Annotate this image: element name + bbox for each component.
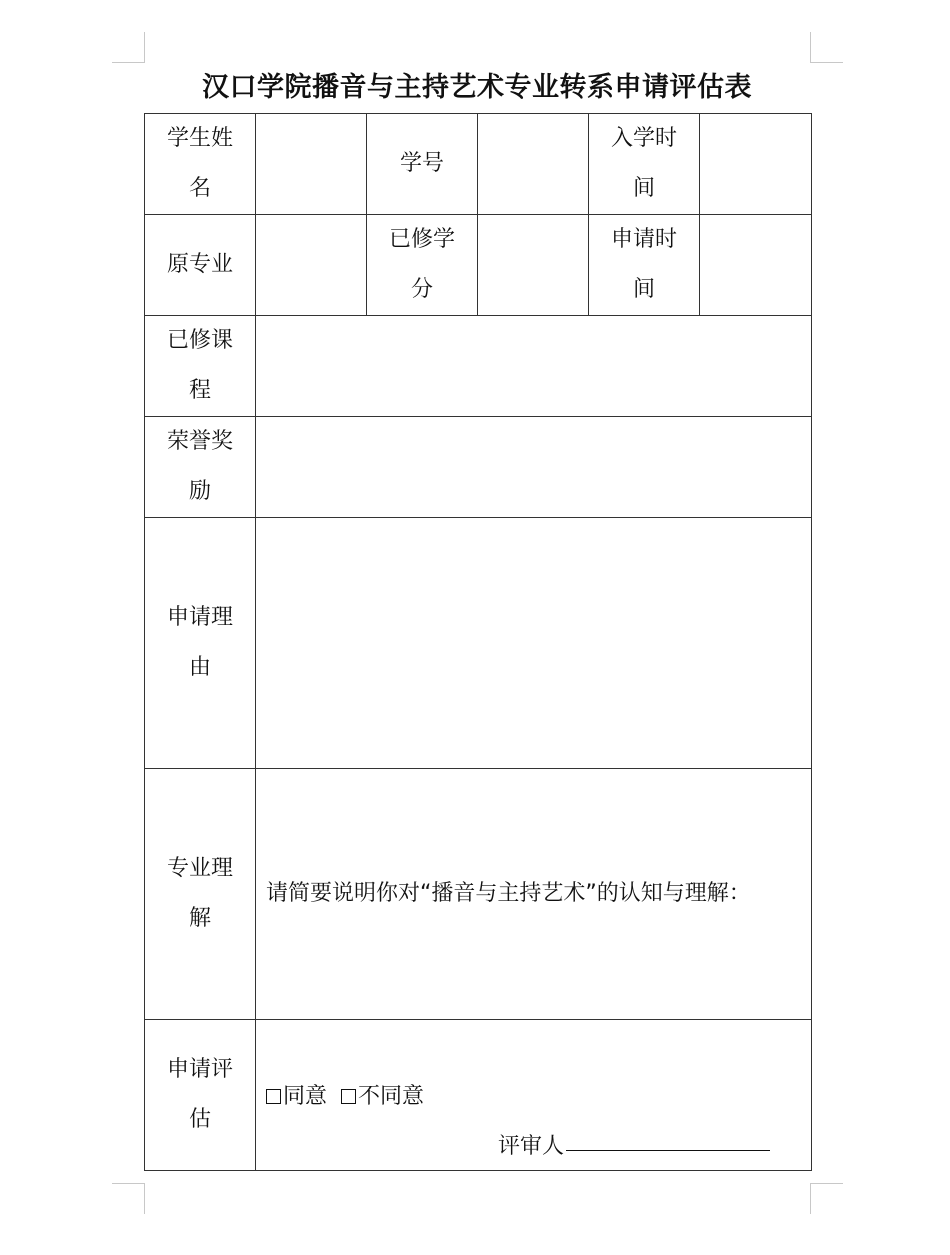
disagree-label: 不同意 xyxy=(358,1083,425,1109)
cell-enroll-time-label xyxy=(589,114,700,215)
crop-mark-top-right xyxy=(810,32,843,63)
original-major-field[interactable] xyxy=(256,215,367,316)
courses-field[interactable] xyxy=(256,316,812,417)
enroll-time-label: 入学时间 xyxy=(610,126,677,201)
student-name-label: 学生姓名 xyxy=(166,126,233,201)
understanding-prompt: 请简要说明你对“播音与主持艺术”的认知与理解： xyxy=(266,881,751,906)
cell-reason-label xyxy=(145,518,256,769)
courses-label: 已修课程 xyxy=(166,328,233,403)
evaluation-field xyxy=(256,1020,812,1171)
enroll-time-field[interactable] xyxy=(700,114,812,215)
cell-original-major-label xyxy=(145,215,256,316)
row-reason xyxy=(145,518,812,769)
disagree-checkbox[interactable] xyxy=(341,1089,356,1104)
reason-field[interactable] xyxy=(256,518,812,769)
reviewer-signature xyxy=(498,1122,770,1172)
agree-checkbox[interactable] xyxy=(266,1089,281,1104)
understanding-label: 专业理解 xyxy=(166,856,233,931)
cell-courses-label xyxy=(145,316,256,417)
application-form-table xyxy=(144,113,812,1171)
row-understanding xyxy=(145,769,812,1020)
original-major-label: 原专业 xyxy=(166,252,233,277)
evaluation-label: 申请评估 xyxy=(166,1057,233,1132)
cell-honors-label xyxy=(145,417,256,518)
cell-student-id-label xyxy=(367,114,478,215)
cell-understanding-label xyxy=(145,769,256,1020)
crop-mark-bottom-left xyxy=(112,1183,145,1214)
crop-mark-top-left xyxy=(112,32,145,63)
reviewer-signature-line[interactable] xyxy=(566,1124,770,1151)
student-id-label: 学号 xyxy=(399,151,444,176)
credits-label: 已修学分 xyxy=(388,227,455,302)
cell-credits-label xyxy=(367,215,478,316)
document-title: 汉口学院播音与主持艺术专业转系申请评估表 xyxy=(202,72,752,103)
honors-label: 荣誉奖励 xyxy=(166,429,233,504)
honors-field[interactable] xyxy=(256,417,812,518)
row-honors xyxy=(145,417,812,518)
apply-time-label: 申请时间 xyxy=(610,227,677,302)
row-evaluation xyxy=(145,1020,812,1171)
row-basic-info xyxy=(145,114,812,215)
row-major-info xyxy=(145,215,812,316)
student-name-field[interactable] xyxy=(256,114,367,215)
cell-student-name-label xyxy=(145,114,256,215)
apply-time-field[interactable] xyxy=(700,215,812,316)
reviewer-label: 评审人 xyxy=(498,1133,565,1159)
row-courses xyxy=(145,316,812,417)
crop-mark-bottom-right xyxy=(810,1183,843,1214)
understanding-field[interactable] xyxy=(256,769,812,1020)
cell-evaluation-label xyxy=(145,1020,256,1171)
evaluation-options xyxy=(266,1072,424,1122)
cell-apply-time-label xyxy=(589,215,700,316)
agree-label: 同意 xyxy=(283,1083,328,1109)
reason-label: 申请理由 xyxy=(166,605,233,680)
student-id-field[interactable] xyxy=(478,114,589,215)
credits-field[interactable] xyxy=(478,215,589,316)
